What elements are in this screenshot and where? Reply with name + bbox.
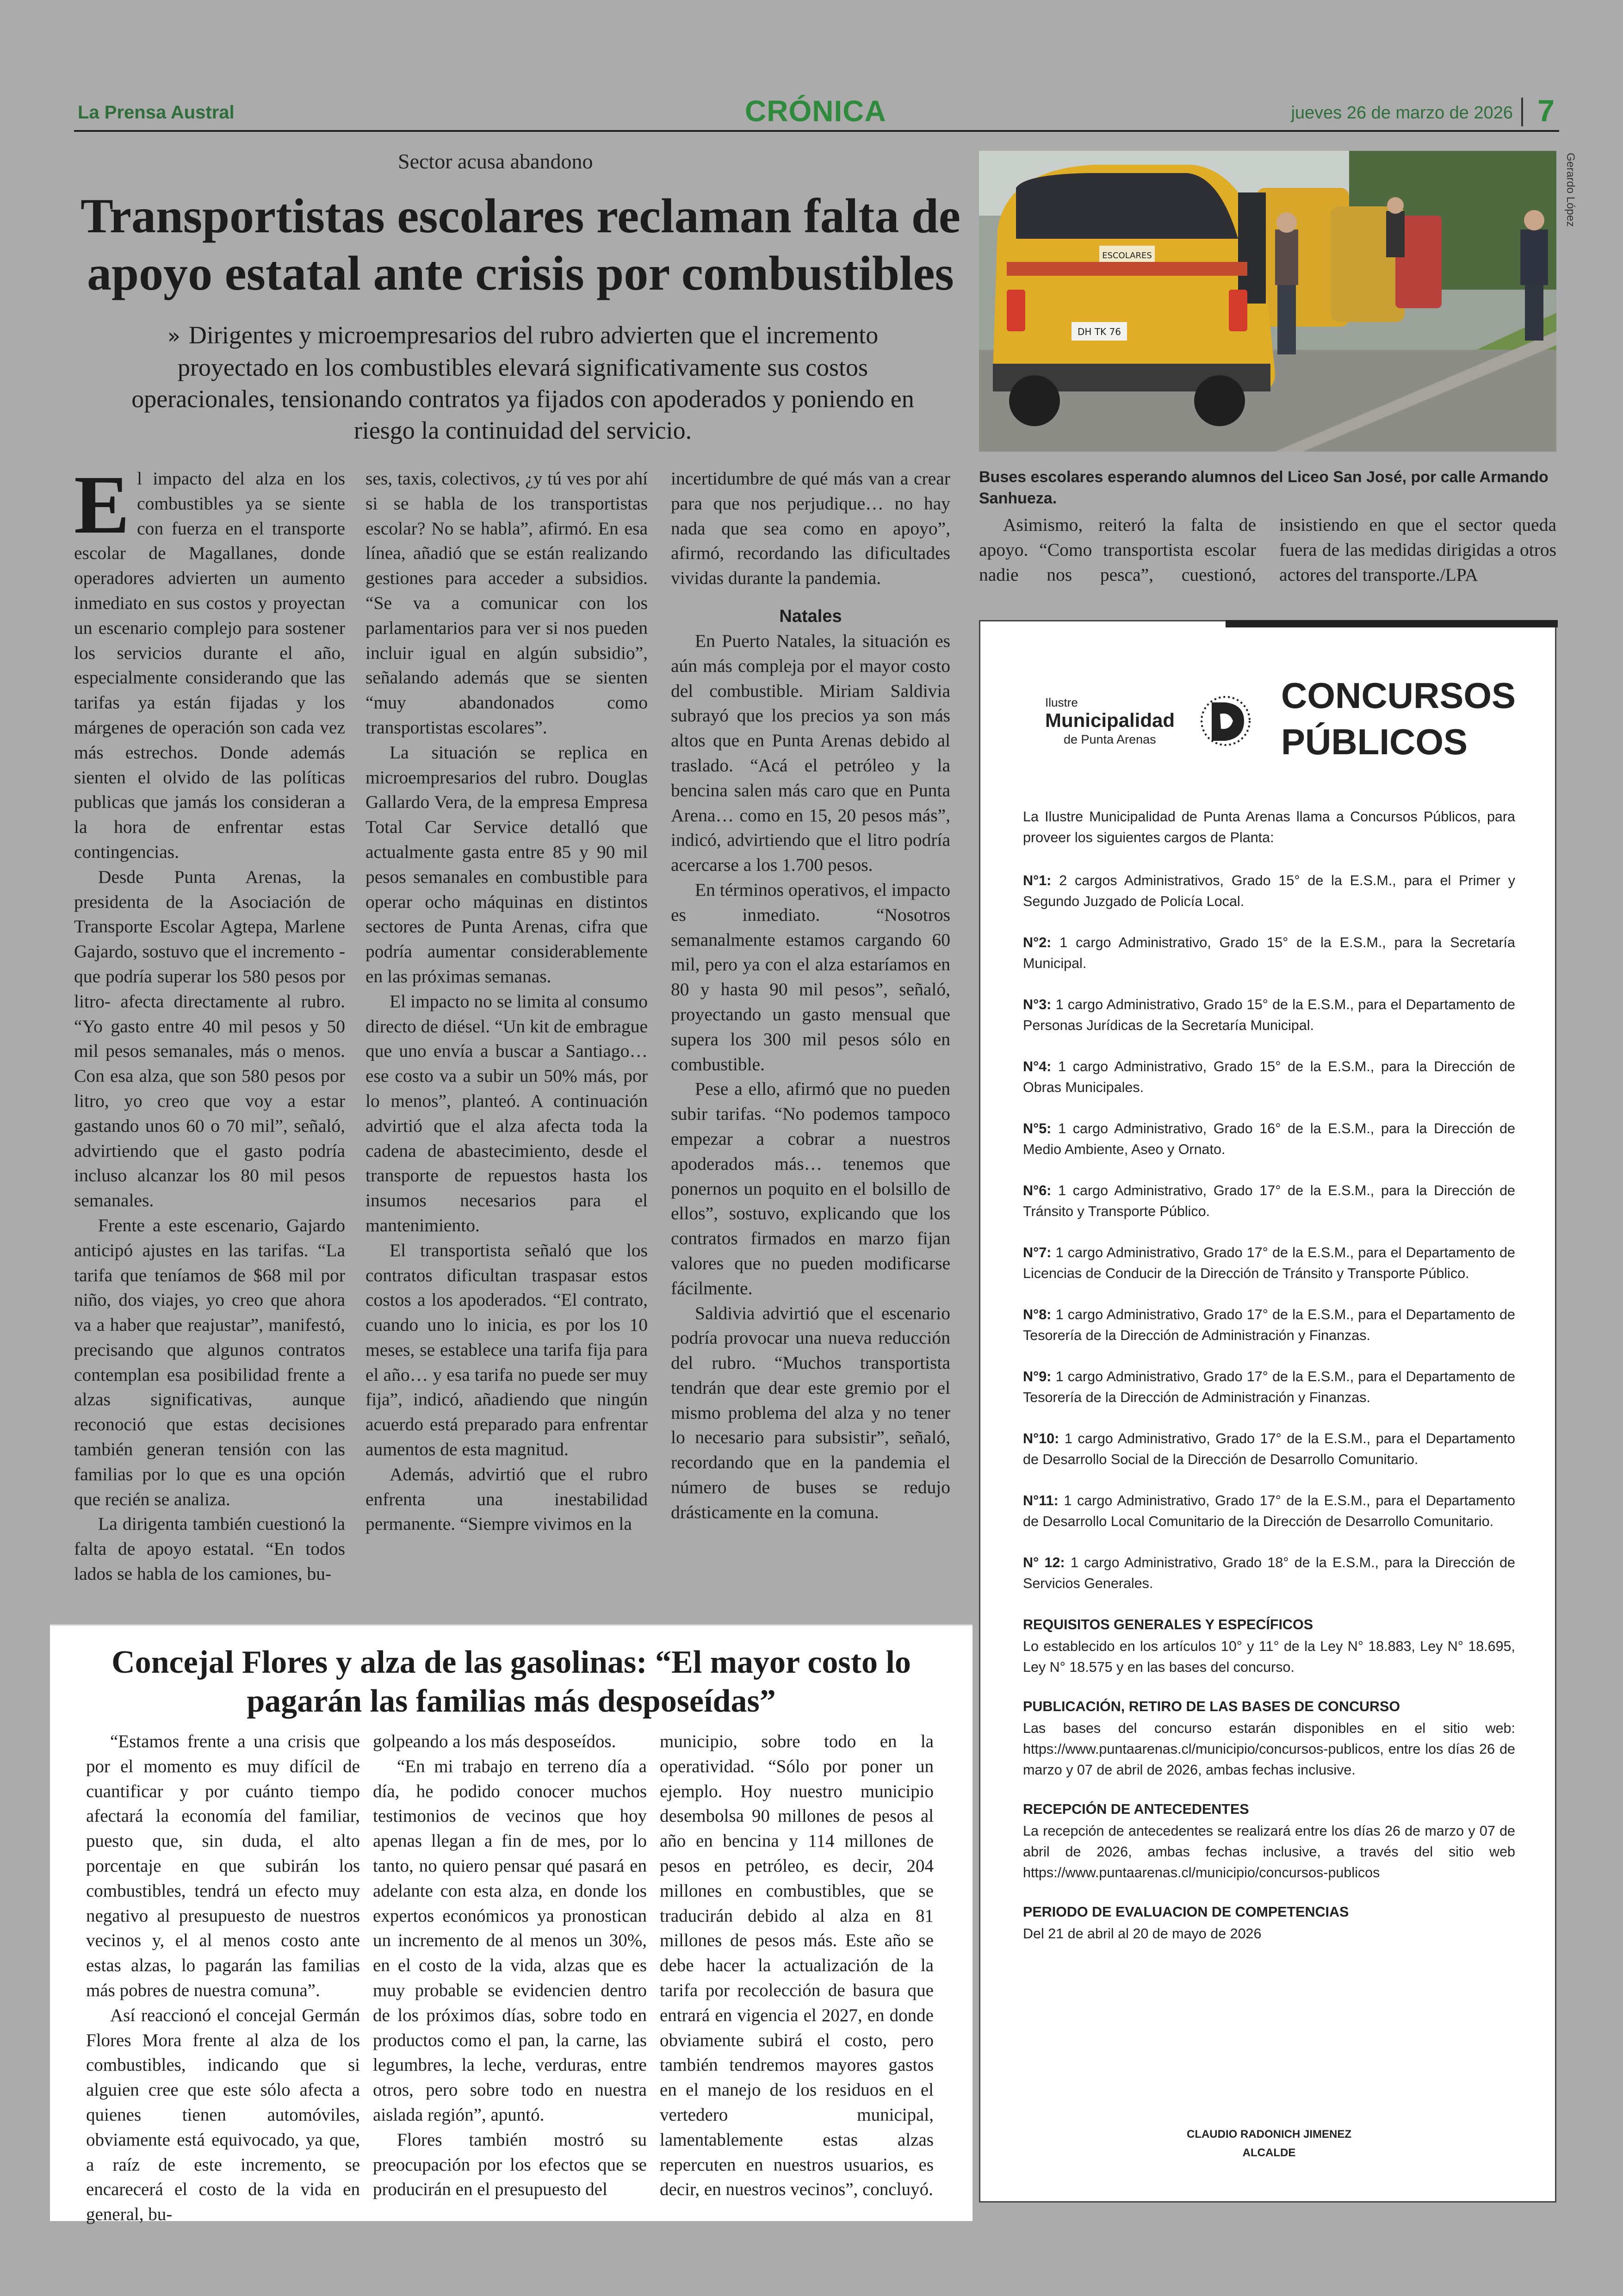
position-item: N°8: 1 cargo Administrativo, Grado 17° de la E.S.M., para el Departamento de Tesorería de la Dirección de Administración y Finanzas.: [1023, 1307, 1515, 1343]
section-title: CRÓNICA: [745, 94, 886, 128]
article-deck: [125, 319, 921, 446]
position-item: N°3: 1 cargo Administrativo, Grado 15° de la E.S.M., para el Departamento de Personas Jurídicas de la Secretaría Municipal.: [1023, 997, 1515, 1033]
article-paragraph: “En mi trabajo en terreno día a día, he podido conocer muchos testimonios de vecinos que hoy apenas llegan a fin de mes, por lo tanto, no quiero pensar qué pasará en adelante con esta alza, en donde los expertos económicos ya pronostican un incremento de al menos un 30%, en el costo de la vida, alzas que es muy probable se evidencien dentro de los próximos días, sobre todo en productos como el pan, la carne, las legumbres, la leche, verduras, entre otros, pero sobre todo en nuestra aislada región”, apuntó.: [373, 1756, 647, 2125]
article-paragraph: Pese a ello, afirmó que no pueden subir tarifas. “No podemos tampoco empezar a cobrar a nuestros apoderados más… tenemos que ponernos un poquito en el bolsillo de ellos”, sostuvo, explicando que los contratos firmados en marzo fijan valores que no pueden modificarse fácilmente.: [671, 1079, 950, 1298]
public-contest-ad: [979, 620, 1556, 2203]
photo-caption: Buses escolares esperando alumnos del Liceo San José, por calle Armando Sanhueza.: [979, 468, 1549, 507]
section-text: Del 21 de abril al 20 de mayo de 2026: [1023, 1926, 1262, 1942]
article-column-3: [671, 466, 950, 1623]
position-item: N°1: 2 cargos Administrativos, Grado 15° de la E.S.M., para el Primer y Segundo Juzgado de Policía Local.: [1023, 873, 1515, 909]
article-headline: Transportistas escolares reclaman falta de apoyo estatal ante crisis por combustibles: [81, 189, 960, 300]
article-paragraph: Asimismo, reiteró la falta de apoyo. “Como transportista escolar nadie nos pesca”, cuestionó, insistiendo en que el sector queda fuera de las medidas dirigidas a otros actores del transporte./LPA: [979, 515, 1556, 585]
article-paragraph: El impacto del alza en los combustibles ya se siente con fuerza en el transporte escolar de Magallanes, donde operadores advierten un aumento inmediato en sus costos y proyectan un escenario complejo para sostener los servicios durante el año, especialmente considerando que las tarifas ya están fijadas y los márgenes de operación son cada vez más estrechos. Donde además sienten el olvido de las políticas publicas que jamás los consideran a la hora de enfrentar estas contingencias.: [74, 459, 345, 862]
drop-cap: E: [74, 459, 130, 551]
article-paragraph: En términos operativos, el impacto es inmediato. “Nosotros semanalmente estamos cargando 60 mil, pero ya con el alza estaríamos en 80 y hasta 90 mil pesos”, señaló, proyectando un gasto mensual que supera los 300 mil pesos sólo en combustible.: [671, 879, 950, 1074]
section-heading: PERIODO DE EVALUACION DE COMPETENCIAS: [1023, 1904, 1349, 1920]
page-number: 7: [1537, 93, 1555, 128]
logo-sub-text: de Punta Arenas: [1064, 732, 1156, 746]
masthead: [74, 90, 1559, 132]
article-column-4: [979, 513, 1556, 591]
article-paragraph: Así reaccionó el concejal Germán Flores Mora frente al alza de los combustibles, indicando que si alguien cree que este sólo afecta a quienes tienen automóviles, obviamente está equivocado, ya que, a raíz de este incremento, se encarecerá el costo de la vida en general, bu-: [86, 2005, 360, 2225]
article-paragraph: Además, advirtió que el rubro enfrenta una inestabilidad permanente. “Siempre vivimos en la: [365, 1464, 648, 1534]
requirements-section: [1023, 1614, 1515, 1678]
issue-date: jueves 26 de marzo de 2026: [1291, 103, 1513, 123]
municipality-emblem-icon: [1193, 686, 1263, 756]
article-paragraph: La dirigenta también cuestionó la falta de apoyo estatal. “En todos lados se habla de los camiones, bu-: [74, 1514, 345, 1584]
article-kicker: Sector acusa abandono: [398, 149, 593, 173]
article-paragraph: ses, taxis, colectivos, ¿y tú ves por ahí si se habla de los transportistas escolar? No se habla”, afirmó. En esa línea, añadió que se están realizando gestiones para acceder a subsidios. “Se va a comunicar con los parlamentarios para ver si nos pueden incluir igual en algún subsidio”, señalando además que se sienten “muy abandonados como transportistas escolares”.: [365, 468, 648, 738]
position-item: N°5: 1 cargo Administrativo, Grado 16° de la E.S.M., para la Dirección de Medio Ambiente, Aseo y Ornato.: [1023, 1121, 1515, 1157]
article-paragraph: La situación se replica en microempresarios del rubro. Douglas Gallardo Vera, de la empresa Empresa Total Car Service detalló que actualmente gasta entre 85 y 90 mil pesos semanales en combustible para operar ocho máquinas en distintos sectores de Punta Arenas, cifra que podría aumentar considerablemente en las próximas semanas.: [365, 742, 648, 987]
bus-sign: ESCOLARES: [1102, 251, 1152, 261]
article-photo: [979, 151, 1556, 452]
publication-section: [1023, 1696, 1515, 1781]
masthead-divider: [1521, 98, 1523, 126]
article-paragraph: “Estamos frente a una crisis que por el momento es muy difícil de cuantificar y por cuánto tiempo afectará la economía del familiar, puesto que, sin duda, el alto porcentaje en que subirán los combustibles, tendrá un efecto muy negativo al presupuesto de nuestros vecinos y, el al menos costo ante estas alzas, lo pagarán las familias más pobres de nuestra comuna”.: [86, 1731, 360, 2000]
logo-small-text: Ilustre: [1045, 695, 1078, 709]
ad-title-line-1: CONCURSOS: [1281, 675, 1516, 716]
article-paragraph: golpeando a los más desposeídos.: [373, 1731, 616, 1751]
related-story: [50, 1624, 973, 2225]
logo-main-text: Municipalidad: [1045, 709, 1175, 731]
article-paragraph: Saldivia advirtió que el escenario podría provocar una nueva reducción del rubro. “Muchos transportista tendrán que dear este gremio por el mismo problema del alza y no tener lo necesario para subsistir”, señaló, recordando que en la pandemia el número de buses se redujo drásticamente en la comuna.: [671, 1303, 950, 1522]
article-paragraph: incertidumbre de qué más van a crear para que nos perjudique… no hay nada que sea como en apoyo”, afirmó, recordando las dificultades vividas durante la pandemia.: [671, 468, 950, 589]
article-paragraph: El impacto no se limita al consumo directo de diésel. “Un kit de embrague que uno envía a buscar a Santiago… ese costo va a subir un 50% más, por lo menos”, planteó. A continuación advirtió que el alza afecta toda la cadena de abastecimiento, desde el transporte de repuestos hasta los insumos necesarios para el mantenimiento.: [365, 991, 648, 1235]
position-item: N°7: 1 cargo Administrativo, Grado 17° de la E.S.M., para el Departamento de Licencias de Conducir de la Dirección de Tránsito y Transporte Público.: [1023, 1245, 1515, 1281]
ad-top-bar: [1226, 620, 1558, 627]
section-heading: RECEPCIÓN DE ANTECEDENTES: [1023, 1801, 1249, 1817]
article-paragraph: Frente a este escenario, Gajardo anticipó ajustes en las tarifas. “La tarifa que teníamos de $68 mil por niño, dos viajes, yo creo que ahora va a haber que reajustar”, manifestó, precisando que algunos contratos contemplan esa posibilidad frente a alzas significativas, aunque reconoció que estas decisiones también generan tensión con las familias por lo que es una opción que recién se analiza.: [74, 1215, 345, 1509]
license-plate: DH TK 76: [1078, 326, 1121, 337]
section-text: Lo establecido en los artículos 10° y 11° de la Ley N° 18.883, Ley N° 18.695, Ley N° 18.575 y en las bases del concurso.: [1023, 1638, 1515, 1675]
article-column-1: [74, 459, 345, 1623]
school-bus-photo: [979, 151, 1556, 452]
related-story-column-2: [373, 1729, 647, 2210]
section-heading: REQUISITOS GENERALES Y ESPECÍFICOS: [1023, 1617, 1313, 1632]
newspaper-name: La Prensa Austral: [78, 102, 235, 123]
municipality-logo: [1045, 686, 1258, 769]
position-item: N° 12: 1 cargo Administrativo, Grado 18° de la E.S.M., para la Dirección de Servicios Generales.: [1023, 1555, 1515, 1591]
reception-section: [1023, 1799, 1515, 1883]
related-story-headline: Concejal Flores y alza de las gasolinas: “El mayor costo lo pagarán las familias más desposeídas”: [112, 1644, 911, 1719]
ad-signature: [1023, 2125, 1515, 2162]
article-paragraph: El transportista señaló que los contratos dificultan traspasar estos costos a los apoderados. “El contrato, cuando uno lo inicia, es por los 10 meses, se establece una tarifa fija para el año… y esa tarifa no puede ser muy fija”, indicó, añadiendo que ningún acuerdo está preparado para enfrentar aumentos de esta magnitud.: [365, 1240, 648, 1460]
position-item: N°9: 1 cargo Administrativo, Grado 17° de la E.S.M., para el Departamento de Tesorería de la Dirección de Administración y Finanzas.: [1023, 1369, 1515, 1405]
evaluation-section: [1023, 1902, 1515, 1944]
position-item: N°6: 1 cargo Administrativo, Grado 17° de la E.S.M., para la Dirección de Tránsito y Transporte Público.: [1023, 1183, 1515, 1219]
ad-title: [1281, 672, 1516, 765]
article-paragraph: En Puerto Natales, la situación es aún más compleja por el mayor costo del combustible. Miriam Saldivia subrayó que los precios ya son más altos que en Punta Arenas debido al traslado. “Acá el petróleo y la bencina salen más caro que en Punta Arena… como en 15, 20 pesos más”, indicó, advirtiendo que el litro podría acercarse a los 1.700 pesos.: [671, 630, 950, 875]
natales-subhead: Natales: [779, 606, 842, 626]
position-item: N°2: 1 cargo Administrativo, Grado 15° de la E.S.M., para la Secretaría Municipal.: [1023, 935, 1515, 971]
ad-title-line-2: PÚBLICOS: [1281, 721, 1468, 762]
photo-credit: Gerardo López: [1564, 153, 1577, 227]
article-paragraph: Flores también mostró su preocupación por los efectos que se producirán en el presupuesto del: [373, 2129, 647, 2200]
section-text: La recepción de antecedentes se realizará entre los días 26 de marzo y 07 de abril de 2026, ambas fechas inclusive, a través del sitio web https://www.puntaarenas.cl/municipio/concursos-publicos: [1023, 1823, 1515, 1880]
article-column-2: [365, 466, 648, 1623]
ad-body: [1023, 807, 1515, 1963]
article-paragraph: Desde Punta Arenas, la presidenta de la Asociación de Transporte Escolar Agtepa, Marlene Gajardo, sostuvo que el incremento -que podría superar los 580 pesos por litro- afecta directamente al rubro. “Yo gasto entre 40 mil pesos y 50 mil pesos semanales, más o menos. Con esa alza, que son 580 pesos por litro, yo creo que voy a estar gastando unos 60 o 70 mil”, señaló, advirtiendo que el gasto podría incluso alcanzar los 80 mil pesos semanales.: [74, 866, 345, 1211]
related-story-column-3: [660, 1729, 934, 2210]
article-deck-text: Dirigentes y microempresarios del rubro advierten que el incremento proyectado en los combustibles elevará significativamente sus costos operacionales, tensionando contratos ya fijados con apoderados y poniendo en riesgo la continuidad del servicio.: [131, 321, 914, 444]
section-heading: PUBLICACIÓN, RETIRO DE LAS BASES DE CONCURSO: [1023, 1699, 1400, 1714]
position-item: N°4: 1 cargo Administrativo, Grado 15° de la E.S.M., para la Dirección de Obras Municipales.: [1023, 1059, 1515, 1095]
related-story-column-1: [86, 1729, 360, 2225]
chevron-right-icon: »: [167, 323, 180, 348]
position-item: N°10: 1 cargo Administrativo, Grado 17° de la E.S.M., para el Departamento de Desarrollo Social de la Dirección de Desarrollo Comunitario.: [1023, 1431, 1515, 1467]
section-text: Las bases del concurso estarán disponibles en el sitio web: https://www.puntaarenas.cl/municipio/concursos-publicos, entre los días 26 de marzo y 07 de abril de 2026, ambas fechas inclusive.: [1023, 1720, 1515, 1778]
ad-intro: La Ilustre Municipalidad de Punta Arenas llama a Concursos Públicos, para proveer los siguientes cargos de Planta:: [1023, 809, 1515, 845]
position-item: N°11: 1 cargo Administrativo, Grado 17° de la E.S.M., para el Departamento de Desarrollo Local Comunitario de la Dirección de Desarrollo Comunitario.: [1023, 1493, 1515, 1529]
signer-name: CLAUDIO RADONICH JIMENEZ: [1186, 2128, 1351, 2141]
article-paragraph: municipio, sobre todo en la operatividad. “Sólo por poner un ejemplo. Hoy nuestro municipio desembolsa 90 millones de pesos al año en bencina y 114 millones de pesos en petróleo, es decir, 204 millones en combustibles, que se traducirán debido al alza en 81 millones de pesos más. Este año se debe hacer la actualización de la tarifa por recolección de basura que entrará en vigencia el 2027, en donde obviamente subirá el costo, pero también tendremos mayores gastos en el manejo de los residuos en el vertedero municipal, lamentablemente estas alzas repercuten en nuestros usuarios, es decir, en nuestros vecinos”, concluyó.: [660, 1731, 934, 2200]
signer-role: ALCALDE: [1242, 2147, 1296, 2159]
